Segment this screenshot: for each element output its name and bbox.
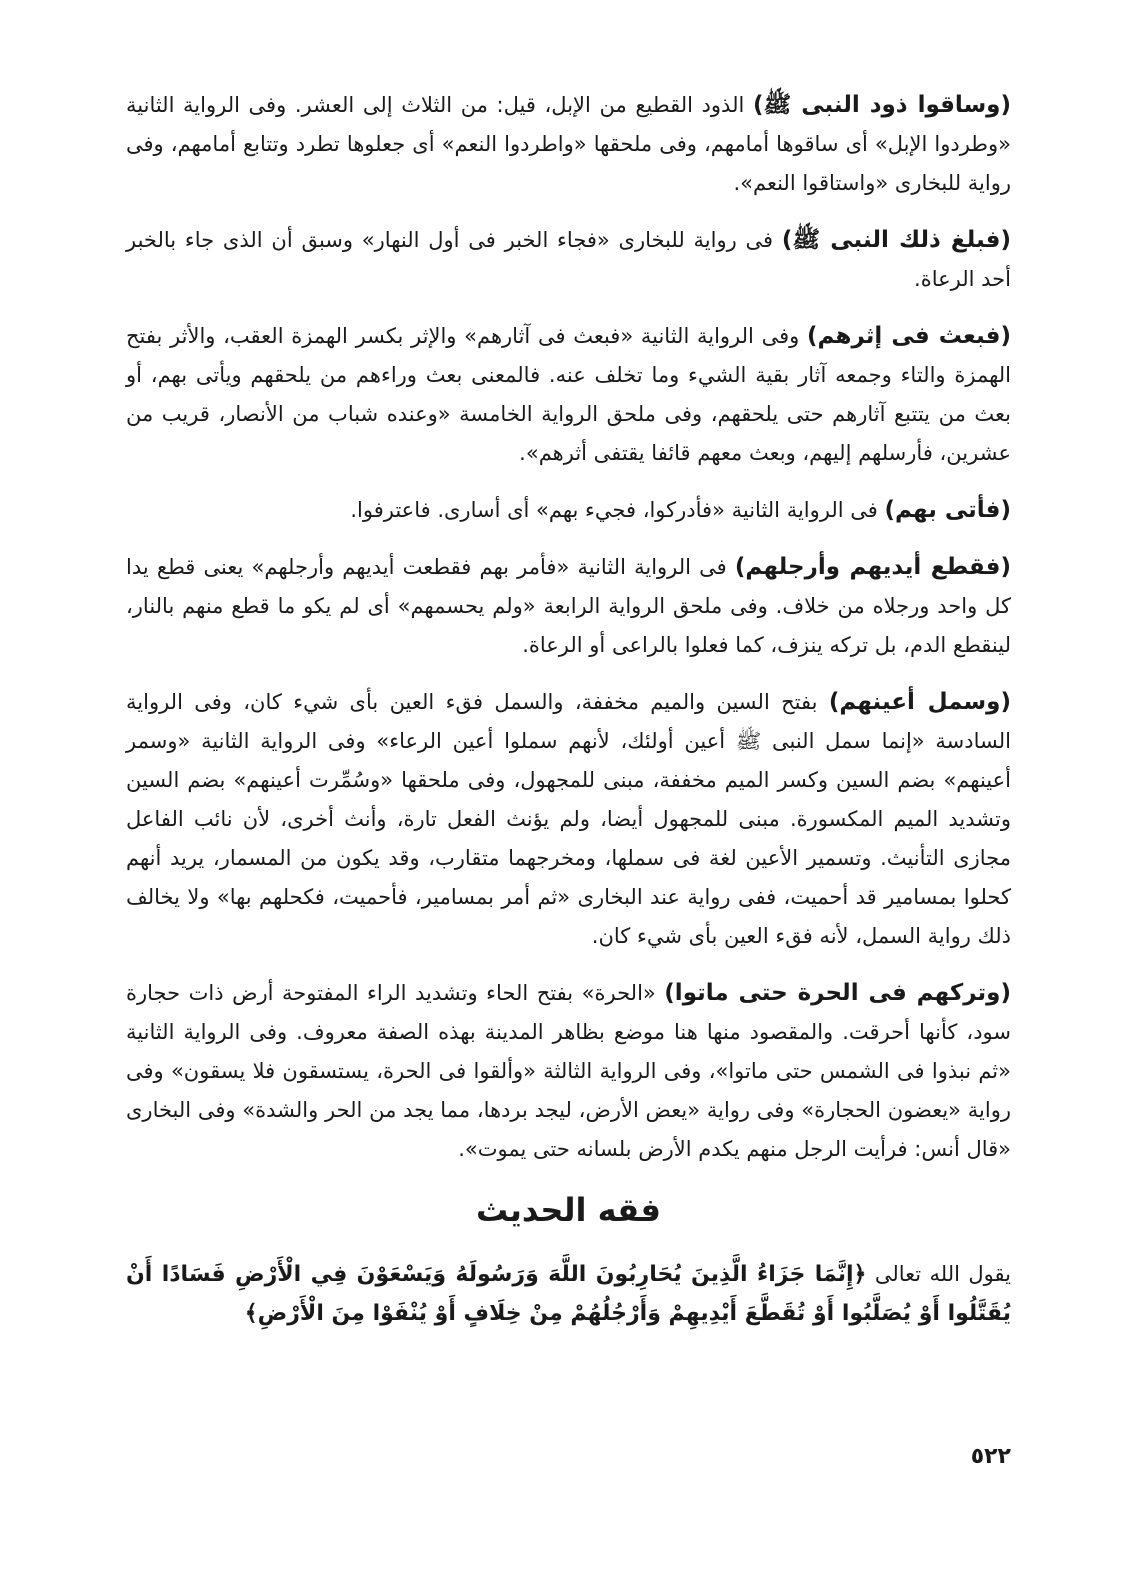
paragraph-lead: (فبعث فى إثرهم) bbox=[806, 323, 1011, 349]
page-number: ٥٢٢ bbox=[970, 1444, 1011, 1469]
paragraph-text: فى الرواية الثانية «فأدركوا، فجيء بهم» أى أسارى. فاعترفوا. bbox=[350, 498, 885, 522]
paragraph-pursuit bbox=[126, 317, 1011, 473]
paragraph-text: الذود القطيع من الإبل، قيل: من الثلاث إلى العشر. وفى الرواية الثانية «وطردوا الإبل» أى ساقوها أمامهم، وفى ملحقها «واطردوا النعم» أى جعلوها تطرد وتتابع أمامهم، وفى رواية للبخارى «واستاقوا النعم». bbox=[126, 93, 1011, 195]
paragraph-news bbox=[126, 221, 1011, 299]
quran-verse: ﴿إِنَّمَا جَزَاءُ الَّذِينَ يُحَارِبُونَ اللَّهَ وَرَسُولَهُ وَيَسْعَوْنَ فِي الْأَرْضِ فَسَادًا أَنْ يُقَتَّلُوا أَوْ يُصَلَّبُوا أَوْ تُقَطَّعَ أَيْدِيهِمْ وَأَرْجُلُهُمْ مِنْ خِلَافٍ أَوْ يُنْفَوْا مِنَ الْأَرْضِ﴾ bbox=[126, 1262, 1011, 1326]
paragraph-lead: (فأتى بهم) bbox=[884, 497, 1011, 523]
paragraph-lead: (وتركهم فى الحرة حتى ماتوا) bbox=[664, 980, 1011, 1006]
section-title: فقه الحديث bbox=[476, 1191, 661, 1229]
paragraph-text: فى الرواية الثانية «فأمر بهم فقطعت أيديهم وأرجلهم» يعنى قطع يدا كل واحد ورجلاه من خلاف. وفى ملحق الرواية الرابعة «ولم يحسمهم» أى لم يكو ما قطع منهم بالنار، لينقطع الدم، بل تركه ينزف، كما فعلوا بالراعى أو الرعاة. bbox=[126, 555, 1011, 657]
paragraph-text: بفتح السين والميم مخففة، والسمل فقء العين بأى شيء كان، وفى الرواية السادسة «إنما سمل النبى ﷺ أعين أولئك، لأنهم سملوا أعين الرعاء» وفى الرواية الثانية «وسمر أعينهم» بضم السين وكسر الميم مخففة، مبنى للمجهول، وفى ملحقها «وسُمِّرت أعينهم» بضم السين وتشديد الميم المكسورة. مبنى للمجهول أيضا، ولم يؤنث الفعل تارة، وأنث أخرى، لأن نائب الفاعل مجازى التأنيث. وتسمير الأعين لغة فى سملها، ومخرجهما متقارب، وقد يكون من المسمار، يريد أنهم كحلوا بمسامير قد أحميت، ففى رواية عند البخارى «ثم أمر بمسامير، فأحميت، فكحلهم بها» ولا يخالف ذلك رواية السمل، لأنه فقء العين بأى شيء كان. bbox=[126, 690, 1011, 948]
paragraph-lead: (فبلغ ذلك النبى ﷺ) bbox=[781, 227, 1011, 253]
paragraph-captured bbox=[126, 491, 1011, 530]
paragraph-text: وفى الرواية الثانية «فبعث فى آثارهم» والإثر بكسر الهمزة العقب، والأثر بفتح الهمزة والتاء وجمعه آثار بقية الشيء وما تخلف عنه. فالمعنى بعث وراءهم من يلحقهم ويأتى بهم، أو بعث من يتتبع آثارهم حتى يلحقهم، وفى ملحق الرواية الخامسة «وعنده شباب من الأنصار، قريب من عشرين، فأرسلهم إليهم، وبعث معهم قائفا يقتفى أثرهم». bbox=[126, 324, 1011, 465]
paragraph-herd bbox=[126, 86, 1011, 203]
paragraph-punishment bbox=[126, 548, 1011, 665]
paragraph-text: فى رواية للبخارى «فجاء الخبر فى أول النهار» وسبق أن الذى جاء بالخبر أحد الرعاة. bbox=[126, 228, 1011, 291]
paragraph-lead: (فقطع أيديهم وأرجلهم) bbox=[734, 554, 1011, 580]
paragraph-text: «الحرة» بفتح الحاء وتشديد الراء المفتوحة أرض ذات حجارة سود، كأنها أحرقت. والمقصود منها هنا موضع بظاهر المدينة بهذه الصفة معروف. وفى الرواية الثانية «ثم نبذوا فى الشمس حتى ماتوا»، وفى الرواية الثالثة «وألقوا فى الحرة، يستسقون فلا يسقون» وفى رواية «يعضون الحجارة» وفى رواية «يعض الأرض، ليجد بردها، مما يجد من الحر والشدة» وفى البخارى «قال أنس: فرأيت الرجل منهم يكدم الأرض بلسانه حتى يموت». bbox=[126, 981, 1011, 1161]
paragraph-harra bbox=[126, 974, 1011, 1169]
paragraph-eyes bbox=[126, 683, 1011, 956]
page-body bbox=[126, 86, 1011, 1333]
closing-intro: يقول الله تعالى bbox=[866, 1262, 1011, 1286]
paragraph-lead: (وساقوا ذود النبى ﷺ) bbox=[752, 92, 1011, 118]
closing-paragraph bbox=[126, 1255, 1011, 1333]
paragraph-lead: (وسمل أعينهم) bbox=[828, 689, 1011, 715]
